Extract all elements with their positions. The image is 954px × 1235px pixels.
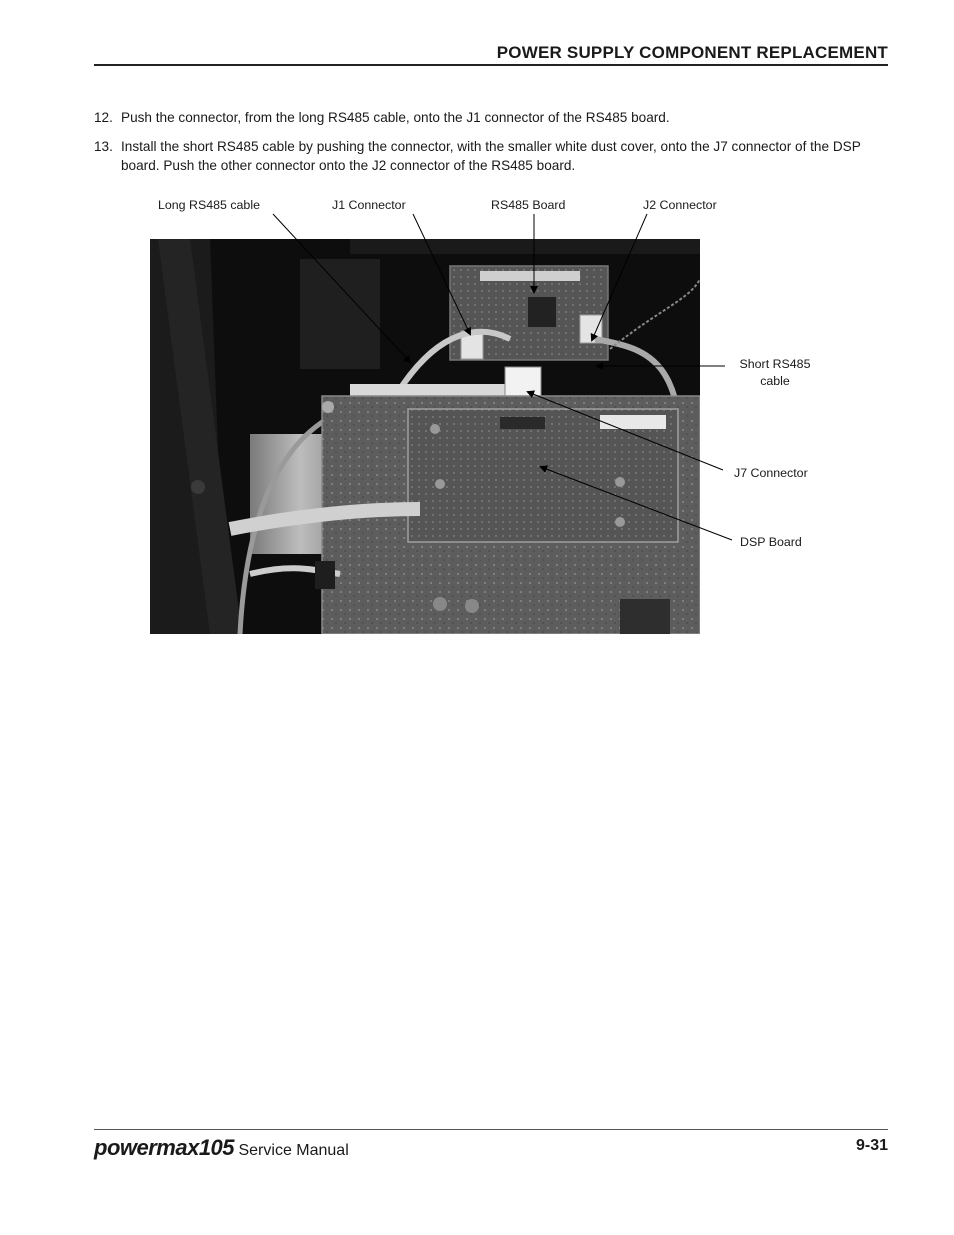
leader-long-rs485-cable <box>273 214 410 362</box>
label-long-rs485-cable: Long RS485 cable <box>158 198 260 212</box>
section-title: POWER SUPPLY COMPONENT REPLACEMENT <box>496 43 888 62</box>
label-line: Short RS485 <box>739 357 811 371</box>
footer-divider <box>94 1129 888 1130</box>
label-j2-connector: J2 Connector <box>643 198 717 212</box>
step-text: Push the connector, from the long RS485 cable, onto the J1 connector of the RS485 board. <box>121 110 670 125</box>
step-number: 13. <box>94 139 113 154</box>
brand-suffix: Service Manual <box>238 1142 349 1159</box>
footer-brand <box>94 1135 349 1161</box>
leader-j2-connector <box>592 214 647 340</box>
page-number: 9-31 <box>855 1137 888 1154</box>
label-j7-connector: J7 Connector <box>734 466 808 480</box>
leader-dsp-board <box>541 467 732 540</box>
leader-j7-connector <box>528 392 723 470</box>
step-text: Install the short RS485 cable by pushing the connector, with the smaller white dust cover, onto the J7 connector of the DSP board. Push the other connector onto the J2 connector of the RS485 board. <box>121 139 861 173</box>
leader-j1-connector <box>413 214 470 334</box>
label-line: cable <box>760 374 790 388</box>
label-dsp-board: DSP Board <box>740 535 802 549</box>
label-rs485-board: RS485 Board <box>491 198 566 212</box>
brand-logo: powermax105 <box>94 1135 235 1160</box>
step-number: 12. <box>94 110 113 125</box>
label-j1-connector: J1 Connector <box>332 198 406 212</box>
